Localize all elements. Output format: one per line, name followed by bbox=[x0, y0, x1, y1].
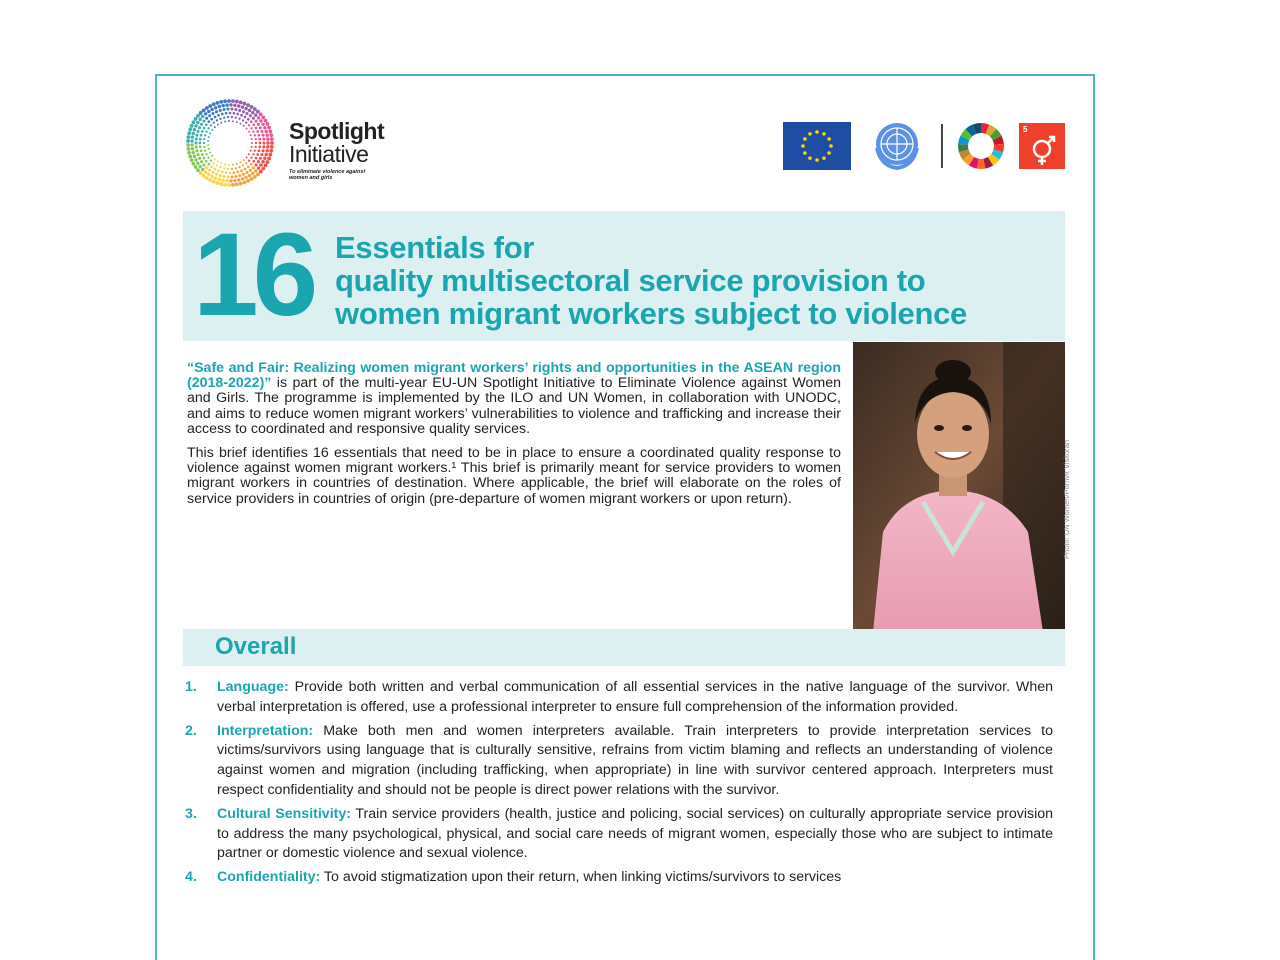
item-term: Cultural Sensitivity: bbox=[217, 805, 351, 822]
logo-tagline: To eliminate violence against women and girls bbox=[289, 169, 366, 181]
sdg-wheel-icon bbox=[957, 122, 1005, 170]
un-emblem-icon bbox=[867, 118, 927, 174]
eu-flag-icon bbox=[783, 122, 851, 170]
item-text: Train service providers (health, justice and policing, social services) on culturally appropriate service provision to address the many psychological, physical, and social care needs of migrant women, especially those who are subject to intimate partner or domestic violence and sexual violence. bbox=[217, 805, 1053, 862]
title-text bbox=[335, 231, 967, 330]
item-term: Confidentiality: bbox=[217, 869, 321, 886]
list-item bbox=[185, 722, 1053, 801]
essentials-list bbox=[185, 678, 1053, 892]
item-number: 2. bbox=[185, 722, 197, 739]
list-item bbox=[185, 678, 1053, 718]
list-item bbox=[185, 805, 1053, 864]
item-text: To avoid stigmatization upon their return, when linking victims/survivors to services bbox=[320, 869, 842, 886]
document-page bbox=[155, 74, 1095, 960]
item-text: Make both men and women interpreters available. Train interpreters to provide interpretation services to victims/survivors using language that is culturally sensitive, refrains from victim blaming and reflects an understanding of violence against women and migration (including trafficking, when appropriate) in line with survivor centered approach. Interpreters must respect confidentiality and should not be people is direct power relations with the survivor. bbox=[217, 722, 1053, 798]
section-title: Overall bbox=[215, 633, 297, 660]
sdg-number: 5 bbox=[1023, 125, 1028, 134]
title-band bbox=[183, 211, 1065, 341]
title-number: 16 bbox=[193, 209, 313, 341]
woman-portrait-photo bbox=[853, 342, 1065, 632]
title-line-3: women migrant workers subject to violence bbox=[335, 296, 967, 331]
spotlight-logo-text bbox=[289, 120, 384, 181]
title-line-2: quality multisectoral service provision to bbox=[335, 263, 926, 298]
item-number: 1. bbox=[185, 679, 197, 695]
list-item bbox=[185, 868, 1053, 888]
item-number: 4. bbox=[185, 869, 197, 886]
photo-credit: Photo: UN Women/Pornvit Visitoran bbox=[1062, 440, 1071, 559]
programme-title: “Safe and Fair: Realizing women migrant workers’ rights and opportunities in the ASEAN region (2018-2022)” bbox=[187, 360, 841, 392]
item-number: 3. bbox=[185, 805, 197, 822]
item-term: Language: bbox=[217, 679, 289, 695]
logo-divider bbox=[941, 124, 943, 168]
intro-paragraph-1-rest: is part of the multi-year EU-UN Spotlight Initiative to Eliminate Violence against Women and Girls. The programme is implemented by the ILO and UN Women, in collaboration with UNODC, and aims to reduce women migrant workers’ vulnerabilities to violence and trafficking and increase their access to coordinated and responsive quality services. bbox=[187, 375, 841, 437]
spotlight-logo-icon bbox=[185, 98, 275, 188]
intro-paragraph-1 bbox=[187, 361, 841, 437]
logo-word-initiative: Initiative bbox=[289, 141, 369, 167]
item-text: Provide both written and verbal communication of all essential services in the native language of the survivor. When verbal interpretation is offered, use a professional interpreter to ensure full comprehension of the information provided. bbox=[217, 679, 1053, 715]
intro-text bbox=[187, 361, 841, 516]
logo-word-spotlight: Spotlight bbox=[289, 118, 385, 144]
sdg-5-gender-equality-icon bbox=[1019, 123, 1065, 169]
partner-logos bbox=[783, 122, 1065, 170]
item-term: Interpretation: bbox=[217, 722, 314, 739]
title-line-1: Essentials for bbox=[335, 230, 535, 265]
section-band bbox=[183, 629, 1065, 666]
intro-paragraph-2: This brief identifies 16 essentials that need to be in place to ensure a coordinated quality response to violence against women migrant workers.¹ This brief is primarily meant for service providers to women migrant workers in countries of destination. Where applicable, the brief will elaborate on the roles of service providers in countries of origin (pre-departure of women migrant workers or upon return). bbox=[187, 445, 841, 507]
